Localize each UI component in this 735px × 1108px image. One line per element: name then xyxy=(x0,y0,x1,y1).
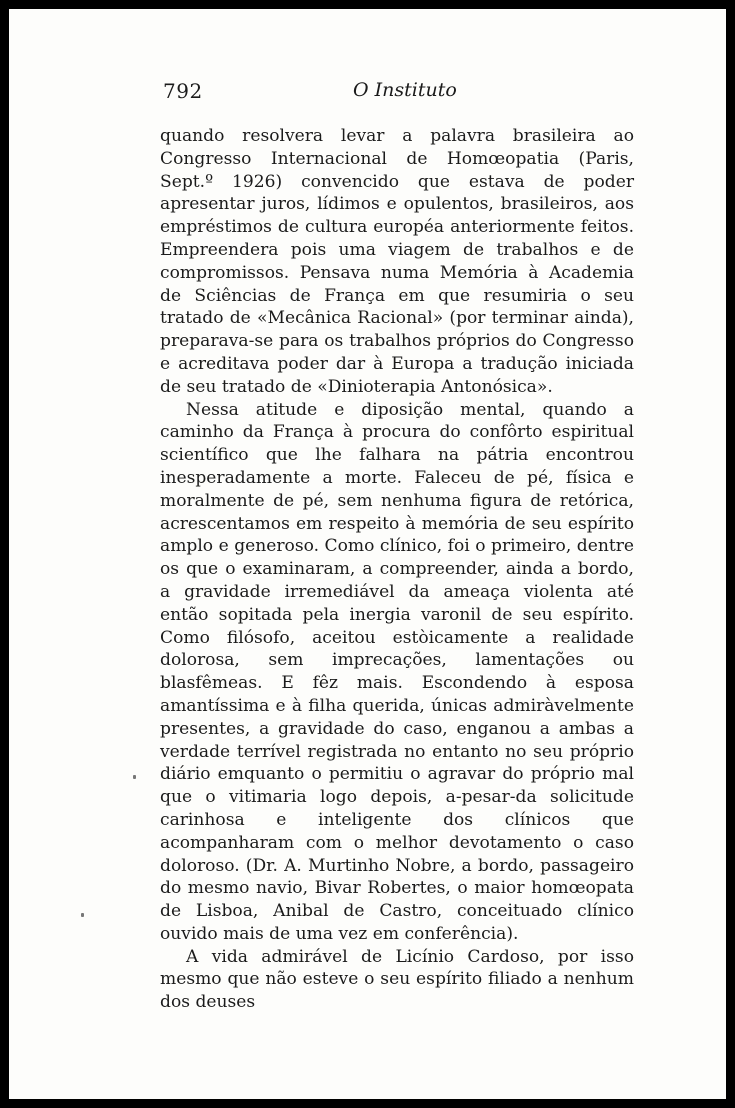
paragraph-death-account: Nessa atitude e diposição mental, quando a caminho da França à procura do confôrto espiritual scientífico que lhe falhara na pátria encontrou inesperadamente a morte. Faleceu de pé, física e moralmente de pé, sem nenhuma figura de retórica, acrescentamos em respeito à memória de seu espírito amplo e generoso. Como clínico, foi o primeiro, dentre os que o examinaram, a compreender, ainda a bordo, a gravidade irremediável da ameaça violenta até então sopitada pela inergia varonil de seu espírito. Como filósofo, aceitou estòicamente a realidade dolorosa, sem imprecações, lamentações ou blasfêmeas. E fêz mais. Escondendo à esposa amantíssima e à filha querida, únicas admiràvelmente presentes, a gravidade do caso, enganou a ambas a verdade terrível registrada no entanto no seu próprio diário emquanto o permitiu o agravar do próprio mal que o vitimaria logo depois, a-pesar-da solicitude carinhosa e inteligente dos clínicos que acompanharam com o melhor devotamento o caso doloroso. (Dr. A. Murtinho Nobre, a bordo, passageiro do mesmo navio, Bivar Robertes, o maior homœopata de Lisboa, Anibal de Castro, conceituado clínico ouvido mais de uma vez em conferência). xyxy=(160,399,634,944)
paragraph-admirable-life: A vida admirável de Licínio Cardoso, por isso mesmo que não esteve o seu espírito filiado a nenhum dos deuses xyxy=(160,946,634,1013)
body-text xyxy=(160,125,634,1014)
page-number: 792 xyxy=(163,79,203,103)
ink-speck xyxy=(81,913,84,917)
running-title: O Instituto xyxy=(353,79,457,101)
ink-speck xyxy=(133,775,136,779)
page-header xyxy=(163,79,631,109)
paragraph-continuation: quando resolvera levar a palavra brasileira ao Congresso Internacional de Homœopatia (Paris, Sept.º 1926) convencido que estava de poder apresentar juros, lídimos e opulentos, brasileiros, aos empréstimos de cultura européa anteriormente feitos. Empreendera pois uma viagem de trabalhos e de compromissos. Pensava numa Memória à Academia de Sciências de França em que resumiria o seu tratado de «Mecânica Racional» (por terminar ainda), preparava-se para os trabalhos próprios do Congresso e acreditava poder dar à Europa a tradução iniciada de seu tratado de «Dinioterapia Antonósica». xyxy=(160,126,634,397)
book-page xyxy=(9,9,726,1099)
